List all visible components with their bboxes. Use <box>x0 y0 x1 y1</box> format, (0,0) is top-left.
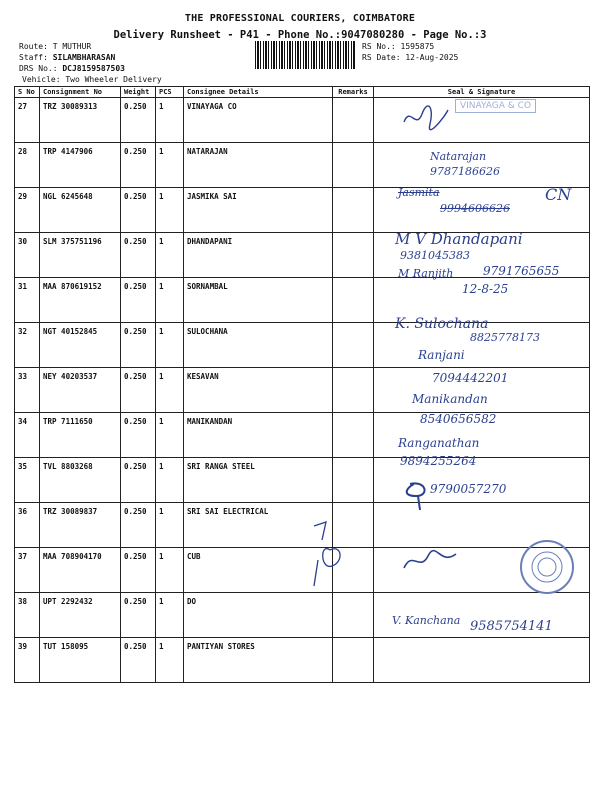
cell-weight: 0.250 <box>121 233 156 278</box>
signature-name-34: Manikandan <box>412 392 488 406</box>
cell-pcs: 1 <box>156 98 184 143</box>
cell-consignee: NATARAJAN <box>184 143 333 188</box>
signature-phone-30: 9381045383 <box>400 249 470 262</box>
cell-consignee: SRI RANGA STEEL <box>184 458 333 503</box>
signature-phone-28: 9787186626 <box>430 165 500 178</box>
cell-consignment: NGL 6245648 <box>40 188 121 233</box>
cell-consignment: UPT 2292432 <box>40 593 121 638</box>
cell-consignment: TRP 7111650 <box>40 413 121 458</box>
cell-remarks <box>333 323 374 368</box>
drs-line <box>19 64 125 74</box>
cell-consignment: TRZ 30089837 <box>40 503 121 548</box>
table-row <box>15 638 590 683</box>
signature-phone-34: 8540656582 <box>420 412 497 426</box>
cell-sno: 28 <box>15 143 40 188</box>
signature-phone-39: 9585754141 <box>470 619 553 634</box>
cell-sno: 36 <box>15 503 40 548</box>
seal-emblem-icon <box>527 547 567 587</box>
cell-pcs: 1 <box>156 233 184 278</box>
cell-weight: 0.250 <box>121 323 156 368</box>
cell-consignment: NGT 40152845 <box>40 323 121 368</box>
signature-phone-36: 9790057270 <box>430 482 507 496</box>
col-remarks: Remarks <box>333 87 374 98</box>
drs-value: DCJ8159587503 <box>62 64 125 73</box>
cell-pcs: 1 <box>156 593 184 638</box>
cell-consignee: MANIKANDAN <box>184 413 333 458</box>
col-consignee: Consignee Details <box>184 87 333 98</box>
cell-remarks <box>333 143 374 188</box>
cell-weight: 0.250 <box>121 368 156 413</box>
cell-weight: 0.250 <box>121 593 156 638</box>
staff-line <box>19 53 115 63</box>
cell-remarks <box>333 233 374 278</box>
cell-consignee: SRI SAI ELECTRICAL <box>184 503 333 548</box>
cell-weight: 0.250 <box>121 413 156 458</box>
cell-consignment: TVL 8803268 <box>40 458 121 503</box>
company-title: THE PROFESSIONAL COURIERS, COIMBATORE <box>184 13 416 24</box>
table-row <box>15 413 590 458</box>
signature-name-33: Ranjani <box>418 348 465 362</box>
signature-name-39: V. Kanchana <box>392 614 461 627</box>
cell-pcs: 1 <box>156 368 184 413</box>
cell-consignee: CUB <box>184 548 333 593</box>
signature-scribble-27 <box>400 104 450 132</box>
cell-sno: 39 <box>15 638 40 683</box>
rs-number: RS No.: 1595875 <box>362 42 435 51</box>
cell-remarks <box>333 638 374 683</box>
cell-sno: 35 <box>15 458 40 503</box>
cell-weight: 0.250 <box>121 188 156 233</box>
col-pcs: PCS <box>156 87 184 98</box>
cell-consignee: JASMIKA SAI <box>184 188 333 233</box>
vehicle-label: Vehicle: Two Wheeler Delivery <box>22 75 162 84</box>
company-stamp-27: VINAYAGA & CO <box>455 99 536 113</box>
cell-weight: 0.250 <box>121 278 156 323</box>
cell-pcs: 1 <box>156 188 184 233</box>
signature-phone-35: 9894255264 <box>400 454 477 468</box>
cell-consignment: MAA 708904170 <box>40 548 121 593</box>
signature-name-32: K. Sulochana <box>395 316 489 332</box>
signature-date-31: 12-8-25 <box>462 282 509 296</box>
col-sno: S No <box>15 87 40 98</box>
signature-name-30: M V Dhandapani <box>395 230 523 248</box>
signature-phone-29: 9994606626 <box>440 202 510 215</box>
route-label: Route: T MUTHUR <box>19 42 92 51</box>
cell-sno: 31 <box>15 278 40 323</box>
cell-remarks <box>333 413 374 458</box>
signature-name-35: Ranganathan <box>398 436 480 450</box>
cell-remarks <box>333 368 374 413</box>
cell-pcs: 1 <box>156 638 184 683</box>
cell-remarks <box>333 188 374 233</box>
table-row <box>15 143 590 188</box>
cell-sno: 29 <box>15 188 40 233</box>
cell-sno: 34 <box>15 413 40 458</box>
remarks-scribble-37-38 <box>300 520 348 590</box>
cell-weight: 0.250 <box>121 143 156 188</box>
cell-consignment: SLM 375751196 <box>40 233 121 278</box>
cell-weight: 0.250 <box>121 98 156 143</box>
cell-consignee: DO <box>184 593 333 638</box>
barcode <box>255 41 355 69</box>
cell-consignment: MAA 870619152 <box>40 278 121 323</box>
signature-name-28: Natarajan <box>430 150 487 163</box>
cell-weight: 0.250 <box>121 638 156 683</box>
cell-pcs: 1 <box>156 548 184 593</box>
cell-pcs: 1 <box>156 323 184 368</box>
cell-consignment: NEY 40203537 <box>40 368 121 413</box>
col-signature: Seal & Signature <box>374 87 590 98</box>
cell-consignment: TUT 158095 <box>40 638 121 683</box>
cell-sno: 33 <box>15 368 40 413</box>
cell-sno: 27 <box>15 98 40 143</box>
cell-sno: 37 <box>15 548 40 593</box>
cell-sno: 30 <box>15 233 40 278</box>
cell-sno: 32 <box>15 323 40 368</box>
cell-signature <box>374 638 590 683</box>
signature-mark-29: CN <box>545 185 572 204</box>
cell-consignee: KESAVAN <box>184 368 333 413</box>
cell-remarks <box>333 458 374 503</box>
cell-pcs: 1 <box>156 503 184 548</box>
signature-name-31: M Ranjith <box>398 267 454 280</box>
signature-phone-32: 8825778173 <box>470 331 540 344</box>
cell-remarks <box>333 98 374 143</box>
drs-label: DRS No.: <box>19 64 63 73</box>
table-row <box>15 323 590 368</box>
rs-date: RS Date: 12-Aug-2025 <box>362 53 459 62</box>
signature-scribble-38 <box>400 546 460 576</box>
table-header-row <box>15 87 590 98</box>
cell-pcs: 1 <box>156 413 184 458</box>
cell-pcs: 1 <box>156 458 184 503</box>
cell-pcs: 1 <box>156 278 184 323</box>
cell-sno: 38 <box>15 593 40 638</box>
staff-value: SILAMBHARASAN <box>52 53 116 62</box>
cell-consignee: VINAYAGA CO <box>184 98 333 143</box>
signature-name-29: Jasmita <box>398 186 440 199</box>
cell-weight: 0.250 <box>121 458 156 503</box>
signature-phone-33: 7094442201 <box>432 371 509 385</box>
cell-consignee: PANTIYAN STORES <box>184 638 333 683</box>
cell-consignment: TRZ 30089313 <box>40 98 121 143</box>
runsheet-title: Delivery Runsheet - P41 - Phone No.:9047080280 - Page No.:3 <box>113 29 487 41</box>
cell-pcs: 1 <box>156 143 184 188</box>
col-weight: Weight <box>121 87 156 98</box>
cell-weight: 0.250 <box>121 503 156 548</box>
cell-consignment: TRP 4147906 <box>40 143 121 188</box>
cell-remarks <box>333 278 374 323</box>
cell-consignee: SORNAMBAL <box>184 278 333 323</box>
signature-phone-31: 9791765655 <box>483 264 560 278</box>
cell-consignee: DHANDAPANI <box>184 233 333 278</box>
col-consignment: Consignment No <box>40 87 121 98</box>
cell-weight: 0.250 <box>121 548 156 593</box>
seal-stamp-38 <box>520 540 574 594</box>
cell-remarks <box>333 593 374 638</box>
cell-consignee: SULOCHANA <box>184 323 333 368</box>
staff-label: Staff: <box>19 53 53 62</box>
